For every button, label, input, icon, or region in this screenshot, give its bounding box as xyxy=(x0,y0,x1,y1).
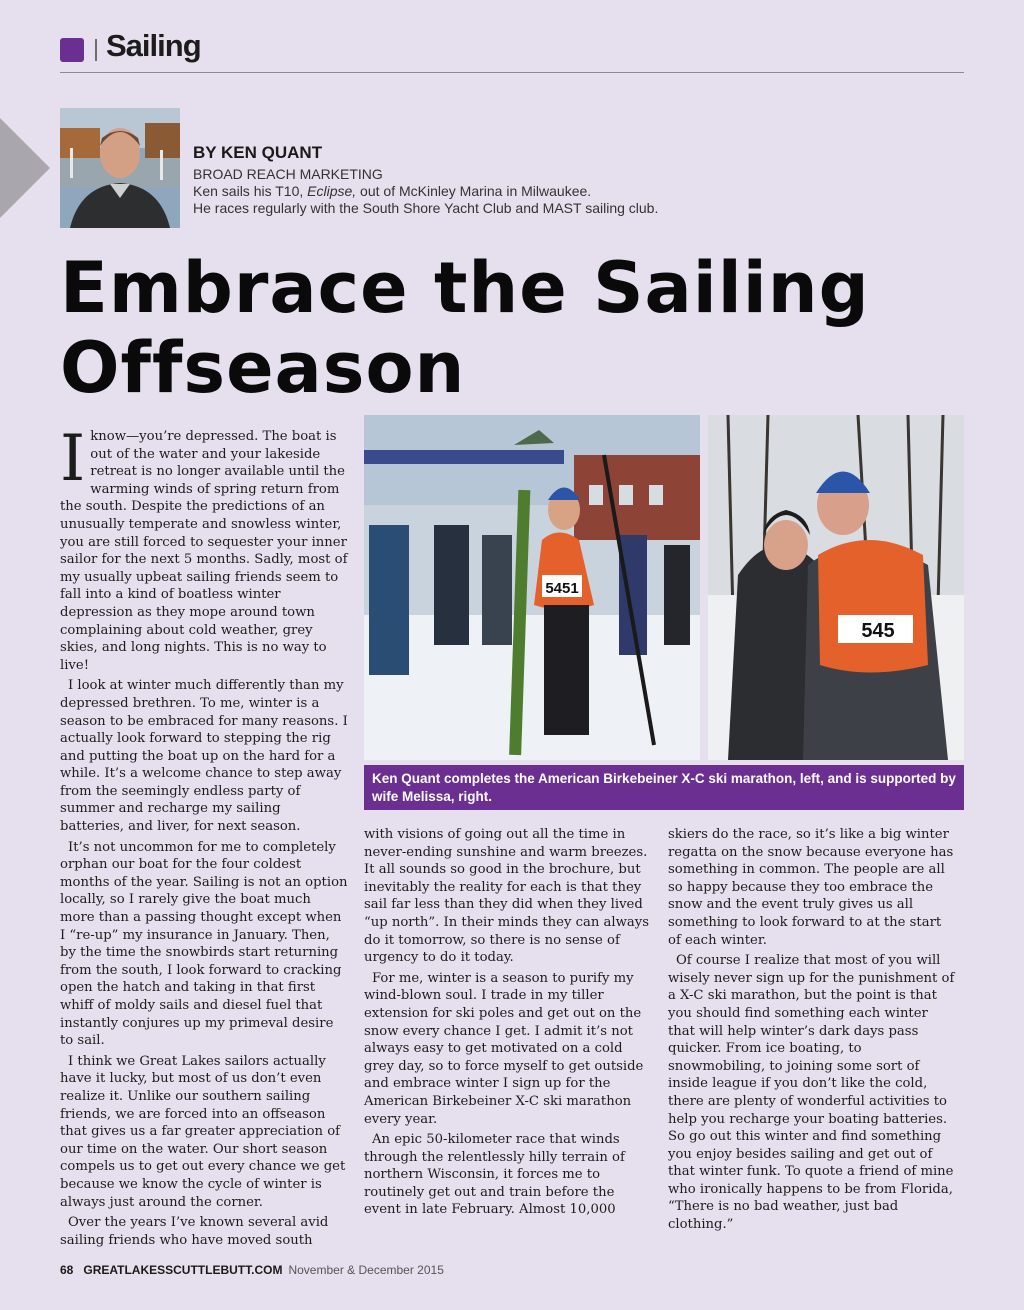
footer-site: GREATLAKESSCUTTLEBUTT.COM xyxy=(83,1263,283,1277)
author-bio-text: Ken sails his T10, xyxy=(193,183,308,199)
section-divider xyxy=(95,39,97,61)
paragraph: Of course I realize that most of you will wisely never sign up for the punishment of a X-C ski marathon, but the point is that you should find something each winter that will help winter’s dark days pass quicker. From ice boating, to snowmobiling, to joining some sort of inside league if you don’t like the cold, there are plenty of wonderful activities to help you recharge your boating batteries. So go out this winter and find something you enjoy besides sailing and get out of that winter funk. To quote a friend of mine who ironically happens to be from Florida, “There is no bad weather, just bad clothing.” xyxy=(668,953,955,1233)
issue-date: November & December 2015 xyxy=(288,1263,444,1277)
article-column-2 xyxy=(364,826,652,1222)
section-marker-icon xyxy=(60,38,84,62)
paragraph: I look at winter much differently than my depressed brethren. To me, winter is a season to be embraced for many reasons. I actually look forward to stepping the rig and putting the boat up on the hard for a while. It’s a welcome chance to step away from the seemingly endless party of summer and recharge my sailing batteries, and liver, for next season. xyxy=(60,678,348,835)
bib-number: 5451 xyxy=(545,580,579,597)
article-headline xyxy=(60,248,960,408)
drop-cap: I xyxy=(60,422,86,496)
paragraph: I think we Great Lakes sailors actually have it lucky, but most of us don’t even realize it. Unlike our southern sailing friends, we are forced into an offseason that gives us a far greater appreciation of our time on the water. Our short season compels us to get out every chance we get because we know the cycle of winter is always just around the corner. xyxy=(60,1053,346,1210)
couple-photo-right xyxy=(708,415,964,760)
boat-name: Eclipse, xyxy=(307,183,357,199)
article-column-3 xyxy=(668,826,958,1237)
page-footer xyxy=(60,1263,444,1277)
author-photo xyxy=(60,108,180,228)
paragraph xyxy=(60,422,348,674)
author-company: BROAD REACH MARKETING xyxy=(193,166,383,182)
paragraph: An epic 50-kilometer race that winds through the relentlessly hilly terrain of northern Wisconsin, it forces me to routinely get out and train before the event in late February. Almost 10,000 xyxy=(364,1132,625,1218)
headline-line: Offseason xyxy=(60,327,466,409)
author-bio xyxy=(193,183,591,199)
paragraph: skiers do the race, so it’s like a big winter regatta on the snow because everyone has something in common. The people are all so happy because they too embrace the snow and the event truly gives us all something to look forward to at the start of each winter. xyxy=(668,827,954,948)
photo-caption: Ken Quant completes the American Birkebeiner X-C ski marathon, left, and is supported by wife Melissa, right. xyxy=(364,765,964,810)
author-byline: BY KEN QUANT xyxy=(193,143,323,162)
bib-number: 545 xyxy=(861,620,895,642)
paragraph: Over the years I’ve known several avid sailing friends who have moved south xyxy=(60,1215,329,1248)
paragraph: It’s not uncommon for me to completely orphan our boat for the four coldest months of the year. Sailing is not an option locally, so I rarely give the boat much more than a passing thought except when I “re-up” my insurance in January. Then, by the time the snowbirds start returning from the south, I look forward to cracking open the hatch and taking in that first whiff of moldy sails and diesel fuel that instantly conjures up my primeval desire to sail. xyxy=(60,839,348,1049)
paragraph-text: know—you’re depressed. The boat is out of the water and your lakeside retreat is no longer available until the warming winds of spring return from the south. Despite the predictions of an unusually temperate and snowless winter, you are still forced to sequester your inner sailor for the next 5 months. Sadly, most of my usually upbeat sailing friends seem to fall into a kind of boatless winter depression as they mope around town complaining about cold weather, grey skies, and long nights. This is no way to live! xyxy=(60,429,348,673)
ski-race-photo-left xyxy=(364,415,700,760)
article-column-1 xyxy=(60,422,348,1252)
page-number: 68 xyxy=(60,1263,74,1277)
author-bio-line2: He races regularly with the South Shore Yacht Club and MAST sailing club. xyxy=(193,200,659,216)
headline-line: Embrace the Sailing xyxy=(60,247,870,329)
header-rule xyxy=(60,72,964,73)
paragraph: For me, winter is a season to purify my wind-blown soul. I trade in my tiller extension for ski poles and get out on the snow every chance I get. I admit it’s not always easy to get motivated on a cold grey day, so to force myself to get outside and embrace winter I sign up for the American Birkebeiner X-C ski marathon every year. xyxy=(364,970,644,1127)
author-bio-text: out of McKinley Marina in Milwaukee. xyxy=(356,183,592,199)
section-title: Sailing xyxy=(106,28,201,63)
chevron-right-icon xyxy=(0,118,50,218)
paragraph: with visions of going out all the time in never-ending sunshine and warm breezes. It all sounds so good in the brochure, but inevitably the reality for each is that they sail far less than they did when they lived “up north”. In their minds they can always do it tomorrow, so there is no sense of urgency to do it today. xyxy=(364,827,649,966)
